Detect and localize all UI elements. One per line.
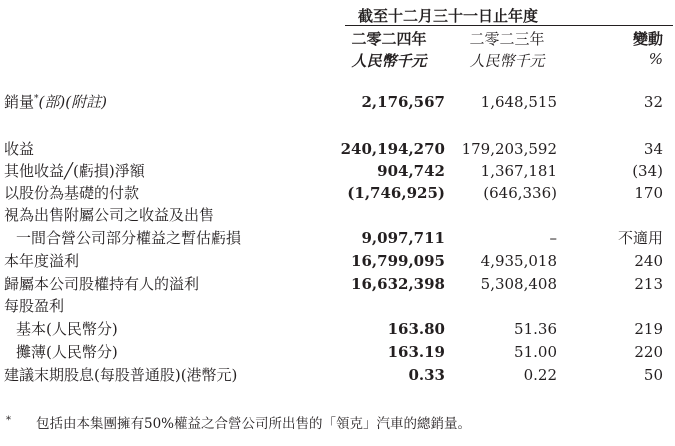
- value-change: 240: [634, 252, 663, 270]
- table-row: [0, 204, 675, 226]
- row-label: 每股盈利: [4, 297, 65, 315]
- value-change: 213: [634, 275, 663, 293]
- value-change: 170: [634, 184, 663, 202]
- value-prior: 1,367,181: [480, 162, 557, 180]
- value-prior: 5,308,408: [480, 275, 557, 293]
- value-change: 不適用: [617, 229, 663, 247]
- value-prior: –: [549, 229, 557, 247]
- table-row: [0, 364, 675, 386]
- period-header: 截至十二月三十一日止年度: [357, 7, 538, 25]
- table-row: [0, 273, 675, 295]
- row-label: 其他收益╱(虧損)淨額: [4, 162, 145, 180]
- row-label: 收益: [4, 140, 35, 158]
- table-row: [0, 295, 675, 317]
- label-suffix: (部)(附註): [38, 93, 107, 111]
- change-unit-header: %: [648, 50, 663, 68]
- footnote: [0, 413, 675, 435]
- row-label: 基本(人民幣分): [16, 320, 118, 338]
- value-change: 219: [634, 320, 663, 338]
- value-current: 163.19: [387, 343, 445, 361]
- value-change: 50: [643, 366, 663, 384]
- value-current: 0.33: [408, 366, 445, 384]
- value-prior: 51.36: [514, 320, 557, 338]
- value-current: 2,176,567: [361, 93, 445, 111]
- unit-current-header: 人民幣千元: [351, 52, 427, 70]
- value-change: 34: [643, 140, 663, 158]
- header-rule: [345, 25, 673, 26]
- row-label: 建議末期股息(每股普通股)(港幣元): [4, 366, 238, 384]
- footnote-text: 包括由本集團擁有50%權益之合營公司所出售的「領克」汽車的總銷量。: [36, 416, 472, 432]
- table-row: [0, 182, 675, 204]
- row-label: 本年度溢利: [4, 252, 80, 270]
- value-current: 16,799,095: [351, 252, 445, 270]
- label-text: 銷量: [4, 93, 35, 111]
- unit-prior-header: 人民幣千元: [469, 52, 545, 70]
- row-label: 一間合營公司部分權益之暫估虧損: [16, 229, 242, 247]
- table-row: [0, 318, 675, 340]
- change-header: 變動: [632, 30, 663, 48]
- value-prior: 179,203,592: [461, 140, 557, 158]
- row-label: 歸屬本公司股權持有人的溢利: [4, 275, 200, 293]
- row-label: 視為出售附屬公司之收益及出售: [4, 206, 215, 224]
- value-current: (1,746,925): [347, 184, 445, 202]
- value-current: 163.80: [387, 320, 445, 338]
- value-prior: 1,648,515: [480, 93, 557, 111]
- table-row: [0, 250, 675, 272]
- table-row: [0, 341, 675, 363]
- value-current: 16,632,398: [351, 275, 445, 293]
- footnote-mark: *: [6, 415, 11, 426]
- value-change: (34): [632, 162, 663, 180]
- table-row: [0, 160, 675, 182]
- table-row: [0, 138, 675, 160]
- year-current-header: 二零二四年: [351, 30, 427, 48]
- footnote-marker: *: [34, 94, 39, 104]
- value-prior: 51.00: [514, 343, 557, 361]
- value-change: 32: [643, 93, 663, 111]
- value-current: 9,097,711: [361, 229, 445, 247]
- value-prior: 0.22: [523, 366, 557, 384]
- table-row-sales-volume: [0, 91, 675, 113]
- row-label: 攤薄(人民幣分): [16, 343, 118, 361]
- row-label: 以股份為基礎的付款: [4, 184, 140, 202]
- table-row: [0, 227, 675, 249]
- row-label: [4, 91, 107, 113]
- value-prior: 4,935,018: [480, 252, 557, 270]
- value-change: 220: [634, 343, 663, 361]
- value-prior: (646,336): [483, 184, 557, 202]
- value-current: 240,194,270: [340, 140, 445, 158]
- year-prior-header: 二零二三年: [469, 30, 545, 48]
- value-current: 904,742: [377, 162, 445, 180]
